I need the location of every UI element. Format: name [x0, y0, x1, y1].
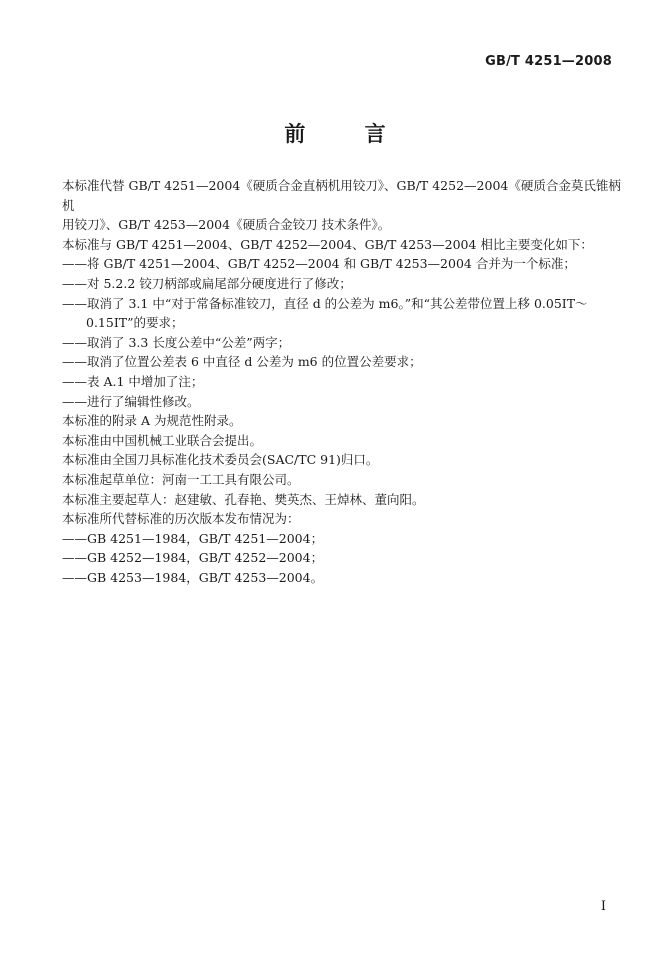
- standard-code: GB/T 4251—2008: [485, 54, 612, 69]
- paragraph-annex: 本标准的附录 A 为规范性附录。: [62, 413, 242, 429]
- list-item-length-tolerance: ——取消了 3.3 长度公差中“公差”两字；: [62, 334, 291, 350]
- paragraph-committee: 本标准由全国刀具标准化技术委员会(SAC/TC 91)归口。: [62, 452, 379, 468]
- paragraph-changes-intro: 本标准与 GB/T 4251—2004、GB/T 4252—2004、GB/T 4253—2004 相比主要变化如下：: [62, 236, 593, 252]
- list-item-history-4251: ——GB 4251—1984，GB/T 4251—2004；: [62, 530, 324, 546]
- list-item-hardness: ——对 5.2.2 铰刀柄部或扁尾部分硬度进行了修改；: [62, 275, 352, 291]
- paragraph-replaces-line1: 本标准代替 GB/T 4251—2004《硬质合金直柄机用铰刀》、GB/T 4252—2004《硬质合金莫氏锥柄机: [62, 178, 621, 213]
- page-number: I: [600, 899, 606, 914]
- paragraph-drafting-unit: 本标准起草单位：河南一工工具有限公司。: [62, 471, 300, 487]
- list-item-tolerance-line2: 0.15IT”的要求；: [86, 315, 184, 331]
- list-item-merge: ——将 GB/T 4251—2004、GB/T 4252—2004 和 GB/T 4253—2004 合并为一个标准；: [62, 256, 576, 272]
- list-item-history-4252: ——GB 4252—1984，GB/T 4252—2004；: [62, 550, 324, 566]
- paragraph-proposer: 本标准由中国机械工业联合会提出。: [62, 432, 263, 448]
- paragraph-replaces-line2: 用铰刀》、GB/T 4253—2004《硬质合金铰刀 技术条件》。: [62, 217, 391, 233]
- list-item-history-4253: ——GB 4253—1984，GB/T 4253—2004。: [62, 569, 324, 585]
- list-item-table-note: ——表 A.1 中增加了注；: [62, 373, 204, 389]
- paragraph-history-intro: 本标准所代替标准的历次版本发布情况为：: [62, 511, 300, 527]
- list-item-tolerance-line1: ——取消了 3.1 中“对于常备标准铰刀，直径 d 的公差为 m6。”和“其公差带位置上移 0.05IT～: [62, 295, 588, 311]
- paragraph-drafters: 本标准主要起草人：赵建敏、孔春艳、樊英杰、王焯林、董向阳。: [62, 491, 425, 507]
- page-title: 前 言: [284, 122, 412, 146]
- list-item-position-tolerance: ——取消了位置公差表 6 中直径 d 公差为 m6 的位置公差要求；: [62, 354, 422, 370]
- list-item-editorial: ——进行了编辑性修改。: [62, 393, 200, 409]
- preface-body: [62, 176, 622, 587]
